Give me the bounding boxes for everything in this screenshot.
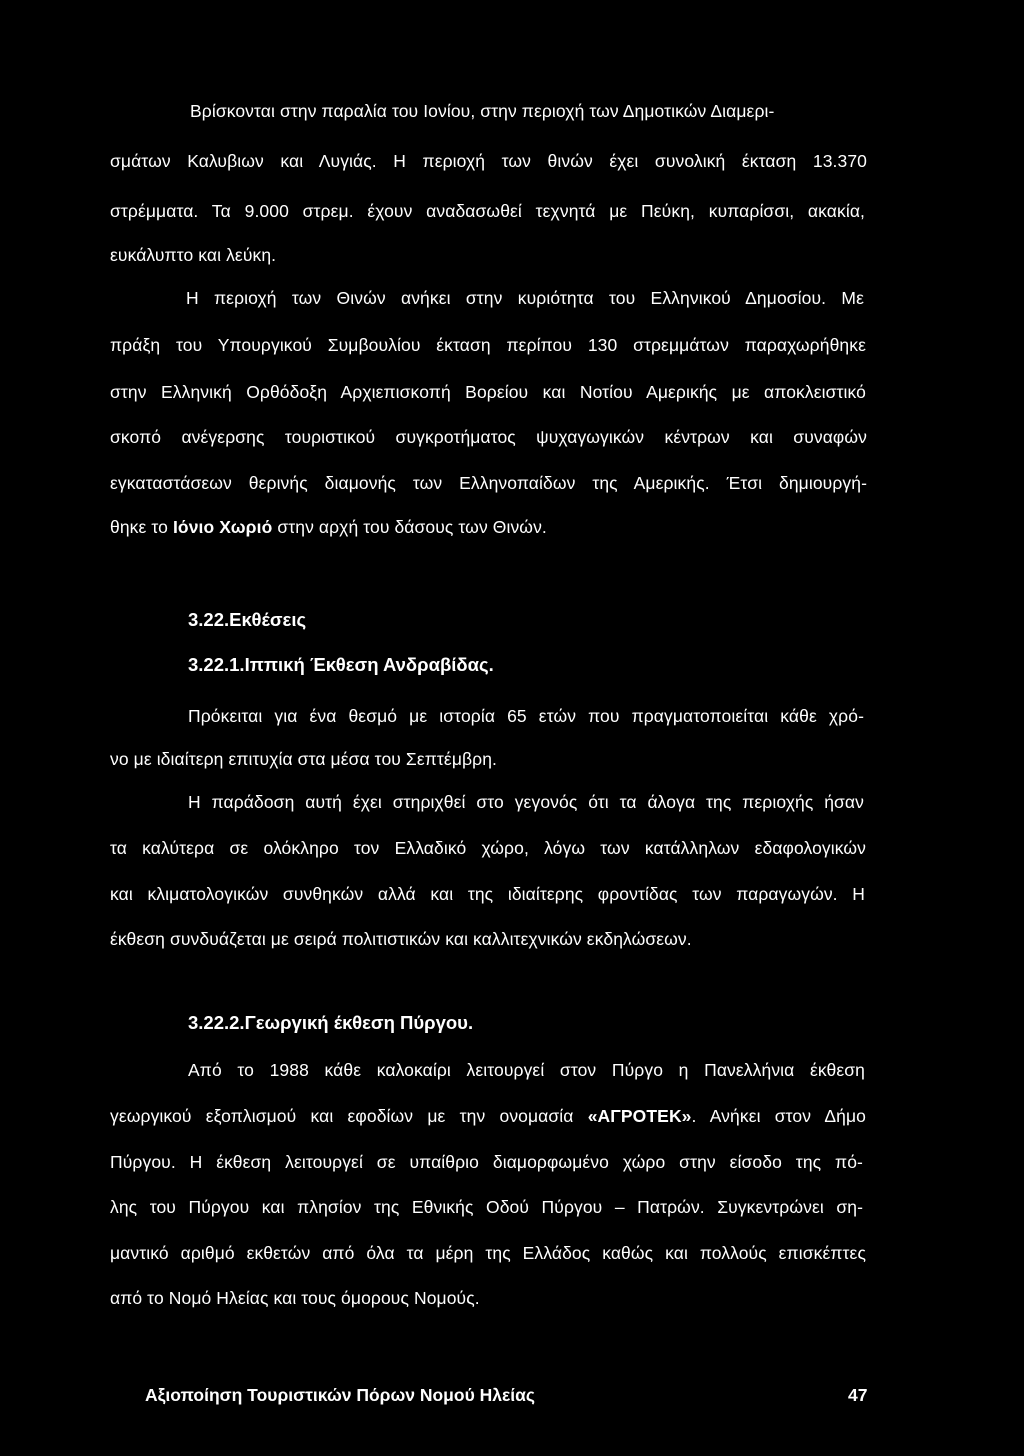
paragraph-line: τα καλύτερα σε ολόκληρο τον Ελλαδικό χώρο, λόγω των κατάλληλων εδαφολογικών <box>110 838 866 858</box>
page-number: 47 <box>848 1385 868 1405</box>
paragraph-line: από το Νομό Ηλείας και τους όμορους Νομούς. <box>110 1288 480 1308</box>
paragraph-line: ευκάλυπτο και λεύκη. <box>110 245 277 265</box>
paragraph-line: στην Ελληνική Ορθόδοξη Αρχιεπισκοπή Βορείου και Νοτίου Αμερικής με αποκλειστικό <box>110 382 866 402</box>
paragraph-line: Η περιοχή των Θινών ανήκει στην κυριότητα του Ελληνικού Δημοσίου. Με <box>186 288 864 308</box>
section-heading: 3.22.Εκθέσεις <box>188 609 307 630</box>
subsection-heading: 3.22.2.Γεωργική έκθεση Πύργου. <box>188 1012 474 1033</box>
paragraph-line: πράξη του Υπουργικού Συμβουλίου έκταση περίπου 130 στρεμμάτων παραχωρήθηκε <box>110 335 866 355</box>
paragraph-line: έκθεση συνδυάζεται με σειρά πολιτιστικών και καλλιτεχνικών εκδηλώσεων. <box>110 929 692 949</box>
paragraph-line <box>110 515 547 539</box>
paragraph-line: εγκαταστάσεων θερινής διαμονής των Ελληνοπαίδων της Αμερικής. Έτσι δημιουργή- <box>110 473 867 493</box>
paragraph-text: στην αρχή του δάσους των Θινών. <box>272 517 547 537</box>
paragraph-text: . Ανήκει στον Δήμο <box>691 1106 866 1126</box>
paragraph-line: μαντικό αριθμό εκθετών από όλα τα μέρη της Ελλάδος καθώς και πολλούς επισκέπτες <box>110 1243 866 1263</box>
paragraph-line: σκοπό ανέγερσης τουριστικού συγκροτήματος ψυχαγωγικών κέντρων και συναφών <box>110 427 867 447</box>
ionio-village-name: Ιόνιο Χωριό <box>172 517 273 537</box>
agrotek-name: «ΑΓΡΟΤΕΚ» <box>587 1106 692 1126</box>
paragraph-line: και κλιματολογικών συνθηκών αλλά και της ιδιαίτερης φροντίδας των παραγωγών. Η <box>110 884 865 904</box>
paragraph-line: σμάτων Καλυβιων και Λυγιάς. Η περιοχή των θινών έχει συνολική έκταση 13.370 <box>110 151 867 171</box>
paragraph-text: γεωργικού εξοπλισμού και εφοδίων με την ονομασία <box>110 1106 588 1126</box>
paragraph-line: στρέμματα. Τα 9.000 στρεμ. έχουν αναδασωθεί τεχνητά με Πεύκη, κυπαρίσσι, ακακία, <box>110 201 865 221</box>
paragraph-line: Βρίσκονται στην παραλία του Ιονίου, στην περιοχή των Δημοτικών Διαμερι- <box>190 101 775 121</box>
paragraph-line: Πρόκειται για ένα θεσμό με ιστορία 65 ετών που πραγματοποιείται κάθε χρό- <box>188 706 864 726</box>
paragraph-text: θηκε το <box>110 517 173 537</box>
paragraph-line: Πύργου. Η έκθεση λειτουργεί σε υπαίθριο διαμορφωμένο χώρο στην είσοδο της πό- <box>110 1152 863 1172</box>
footer-title: Αξιοποίηση Τουριστικών Πόρων Νομού Ηλείας <box>145 1385 536 1405</box>
paragraph-line: λης του Πύργου και πλησίον της Εθνικής Οδού Πύργου – Πατρών. Συγκεντρώνει ση- <box>110 1197 863 1217</box>
subsection-heading: 3.22.1.Ιππική Έκθεση Ανδραβίδας. <box>188 654 494 675</box>
paragraph-line: Από το 1988 κάθε καλοκαίρι λειτουργεί στον Πύργο η Πανελλήνια έκθεση <box>188 1060 865 1080</box>
paragraph-line <box>110 1104 866 1128</box>
paragraph-line: Η παράδοση αυτή έχει στηριχθεί στο γεγονός ότι τα άλογα της περιοχής ήσαν <box>188 792 864 812</box>
paragraph-line: νο με ιδιαίτερη επιτυχία στα μέσα του Σεπτέμβρη. <box>110 749 498 769</box>
